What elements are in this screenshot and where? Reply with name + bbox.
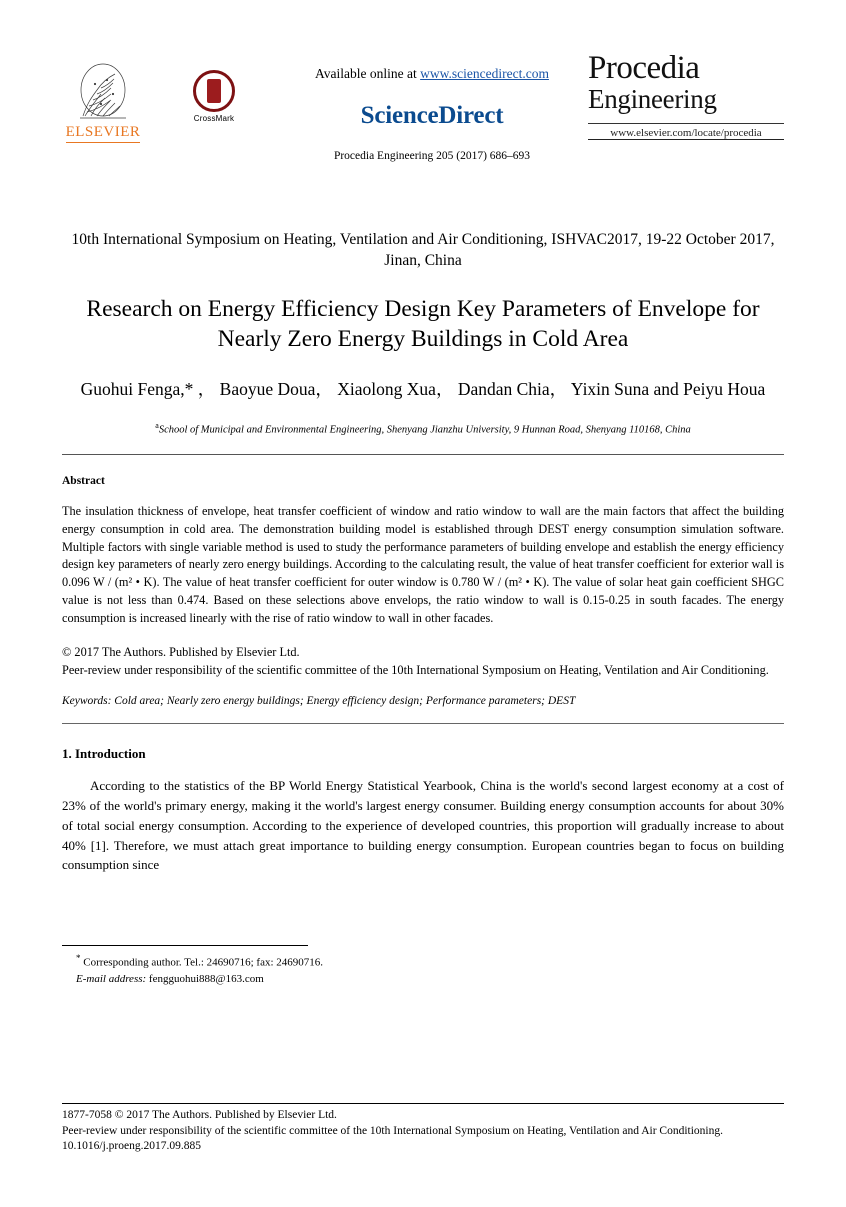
masthead-center: [252, 52, 612, 162]
peer-review-line: Peer-review under responsibility of the scientific committee of the 10th International Symposium on Heating, Ventilation and Air Conditioning.: [62, 662, 769, 677]
footnote-corresponding-text: Corresponding author. Tel.: 24690716; fax: 24690716.: [83, 956, 324, 969]
footer-issn-copyright: 1877-7058 © 2017 The Authors. Published by Elsevier Ltd.: [62, 1109, 337, 1122]
affiliation-marker: a: [155, 421, 159, 431]
abstract-heading: Abstract: [62, 474, 105, 487]
page-title: Research on Energy Efficiency Design Key Parameters of Envelope for Nearly Zero Energy Buildings in Cold Area: [86, 295, 760, 353]
paper-page: [0, 52, 846, 1207]
crossmark-label: CrossMark: [193, 114, 235, 123]
section-paragraph-introduction: According to the statistics of the BP World Energy Statistical Yearbook, China is the world's second largest economy at a cost of 23% of the world's primary energy, making it the world's largest energy consumer. Building energy consumption accounts for about 30% of total social energy consumption. According to the experience of developed countries, this proportion will gradually increase to about 40% [1]. Therefore, we must attach great importance to building energy consumption. European countries began to focus on building consumption since: [62, 778, 784, 873]
elsevier-logo: [62, 60, 144, 143]
masthead: [62, 52, 784, 192]
journal-reference: Procedia Engineering 205 (2017) 686–693: [333, 150, 531, 162]
footnote-divider: [62, 945, 308, 946]
affiliation-text: School of Municipal and Environmental Engineering, Shenyang Jianzhu University, 9 Hunnan Road, Shenyang 110168, China: [158, 424, 691, 436]
page-footer: [62, 1103, 784, 1155]
footer-peer-review: Peer-review under responsibility of the scientific committee of the 10th International Symposium on Heating, Ventilation and Air Conditioning.: [62, 1124, 723, 1137]
footnote-email-address[interactable]: fengguohui888@163.com: [148, 973, 264, 986]
footnote-corresponding-author: [62, 952, 784, 971]
procedia-title: Procedia: [588, 50, 700, 86]
footnote-email-label: E-mail address:: [76, 973, 147, 986]
footnote-marker: *: [76, 953, 81, 963]
conference-line: 10th International Symposium on Heating, Ventilation and Air Conditioning, ISHVAC2017, 19-22 October 2017, Jinan, China: [71, 231, 775, 269]
elsevier-tree-icon: [77, 60, 129, 122]
sciencedirect-wordmark: ScienceDirect: [360, 102, 504, 129]
crossmark-icon: [193, 70, 235, 112]
elsevier-wordmark: ELSEVIER: [65, 124, 141, 140]
procedia-logo-inner: [588, 52, 784, 140]
elsevier-underline: [66, 142, 140, 143]
footnote-block: [62, 945, 784, 988]
keywords: Keywords: Cold area; Nearly zero energy buildings; Energy efficiency design; Performance parameters; DEST: [62, 695, 576, 708]
author-list: Guohui Fenga,* ， Baoyue Doua， Xiaolong Xua， Dandan Chia， Yixin Suna and Peiyu Houa: [80, 378, 766, 399]
procedia-url[interactable]: www.elsevier.com/locate/procedia: [610, 127, 762, 140]
abstract-text: The insulation thickness of envelope, heat transfer coefficient of window and ratio window to wall are the main factors that affect the building energy consumption in cold area. The demonstration building model is established through DEST energy consumption simulation software. Multiple factors with single variable method is used to study the performance parameters of building envelope and establish the energy efficiency design key parameters of nearly zero energy buildings. According to the calculating result, the value of heat transfer coefficient for exterior wall is 0.096 W / (m² • K). The value of heat transfer coefficient for outer window is 0.780 W / (m² • K). The value of solar heat gain coefficient SHGC value is not less than 0.474. Based on these selections above envelops, the ratio window to wall is 0.15-0.25 in south facades. The energy consumption is increased linearly with the rise of ratio window to wall in other facades.: [62, 503, 784, 625]
procedia-divider: [588, 123, 784, 124]
procedia-subtitle: Engineering: [588, 84, 717, 115]
copyright-block: [62, 644, 784, 680]
footer-doi: 10.1016/j.proeng.2017.09.885: [62, 1140, 201, 1153]
divider-top: [62, 454, 784, 455]
sciencedirect-link[interactable]: www.sciencedirect.com: [420, 66, 549, 81]
available-online-prefix: Available online at: [315, 66, 421, 81]
divider-abstract: [62, 723, 784, 724]
affiliation: [62, 421, 784, 436]
crossmark-badge[interactable]: [186, 70, 242, 123]
available-online-line: [252, 66, 612, 82]
section-heading-introduction: 1. Introduction: [62, 746, 146, 762]
footnote-email-line: [62, 971, 784, 988]
copyright-line: © 2017 The Authors. Published by Elsevier Ltd.: [62, 644, 300, 659]
procedia-journal-logo: [588, 52, 784, 174]
